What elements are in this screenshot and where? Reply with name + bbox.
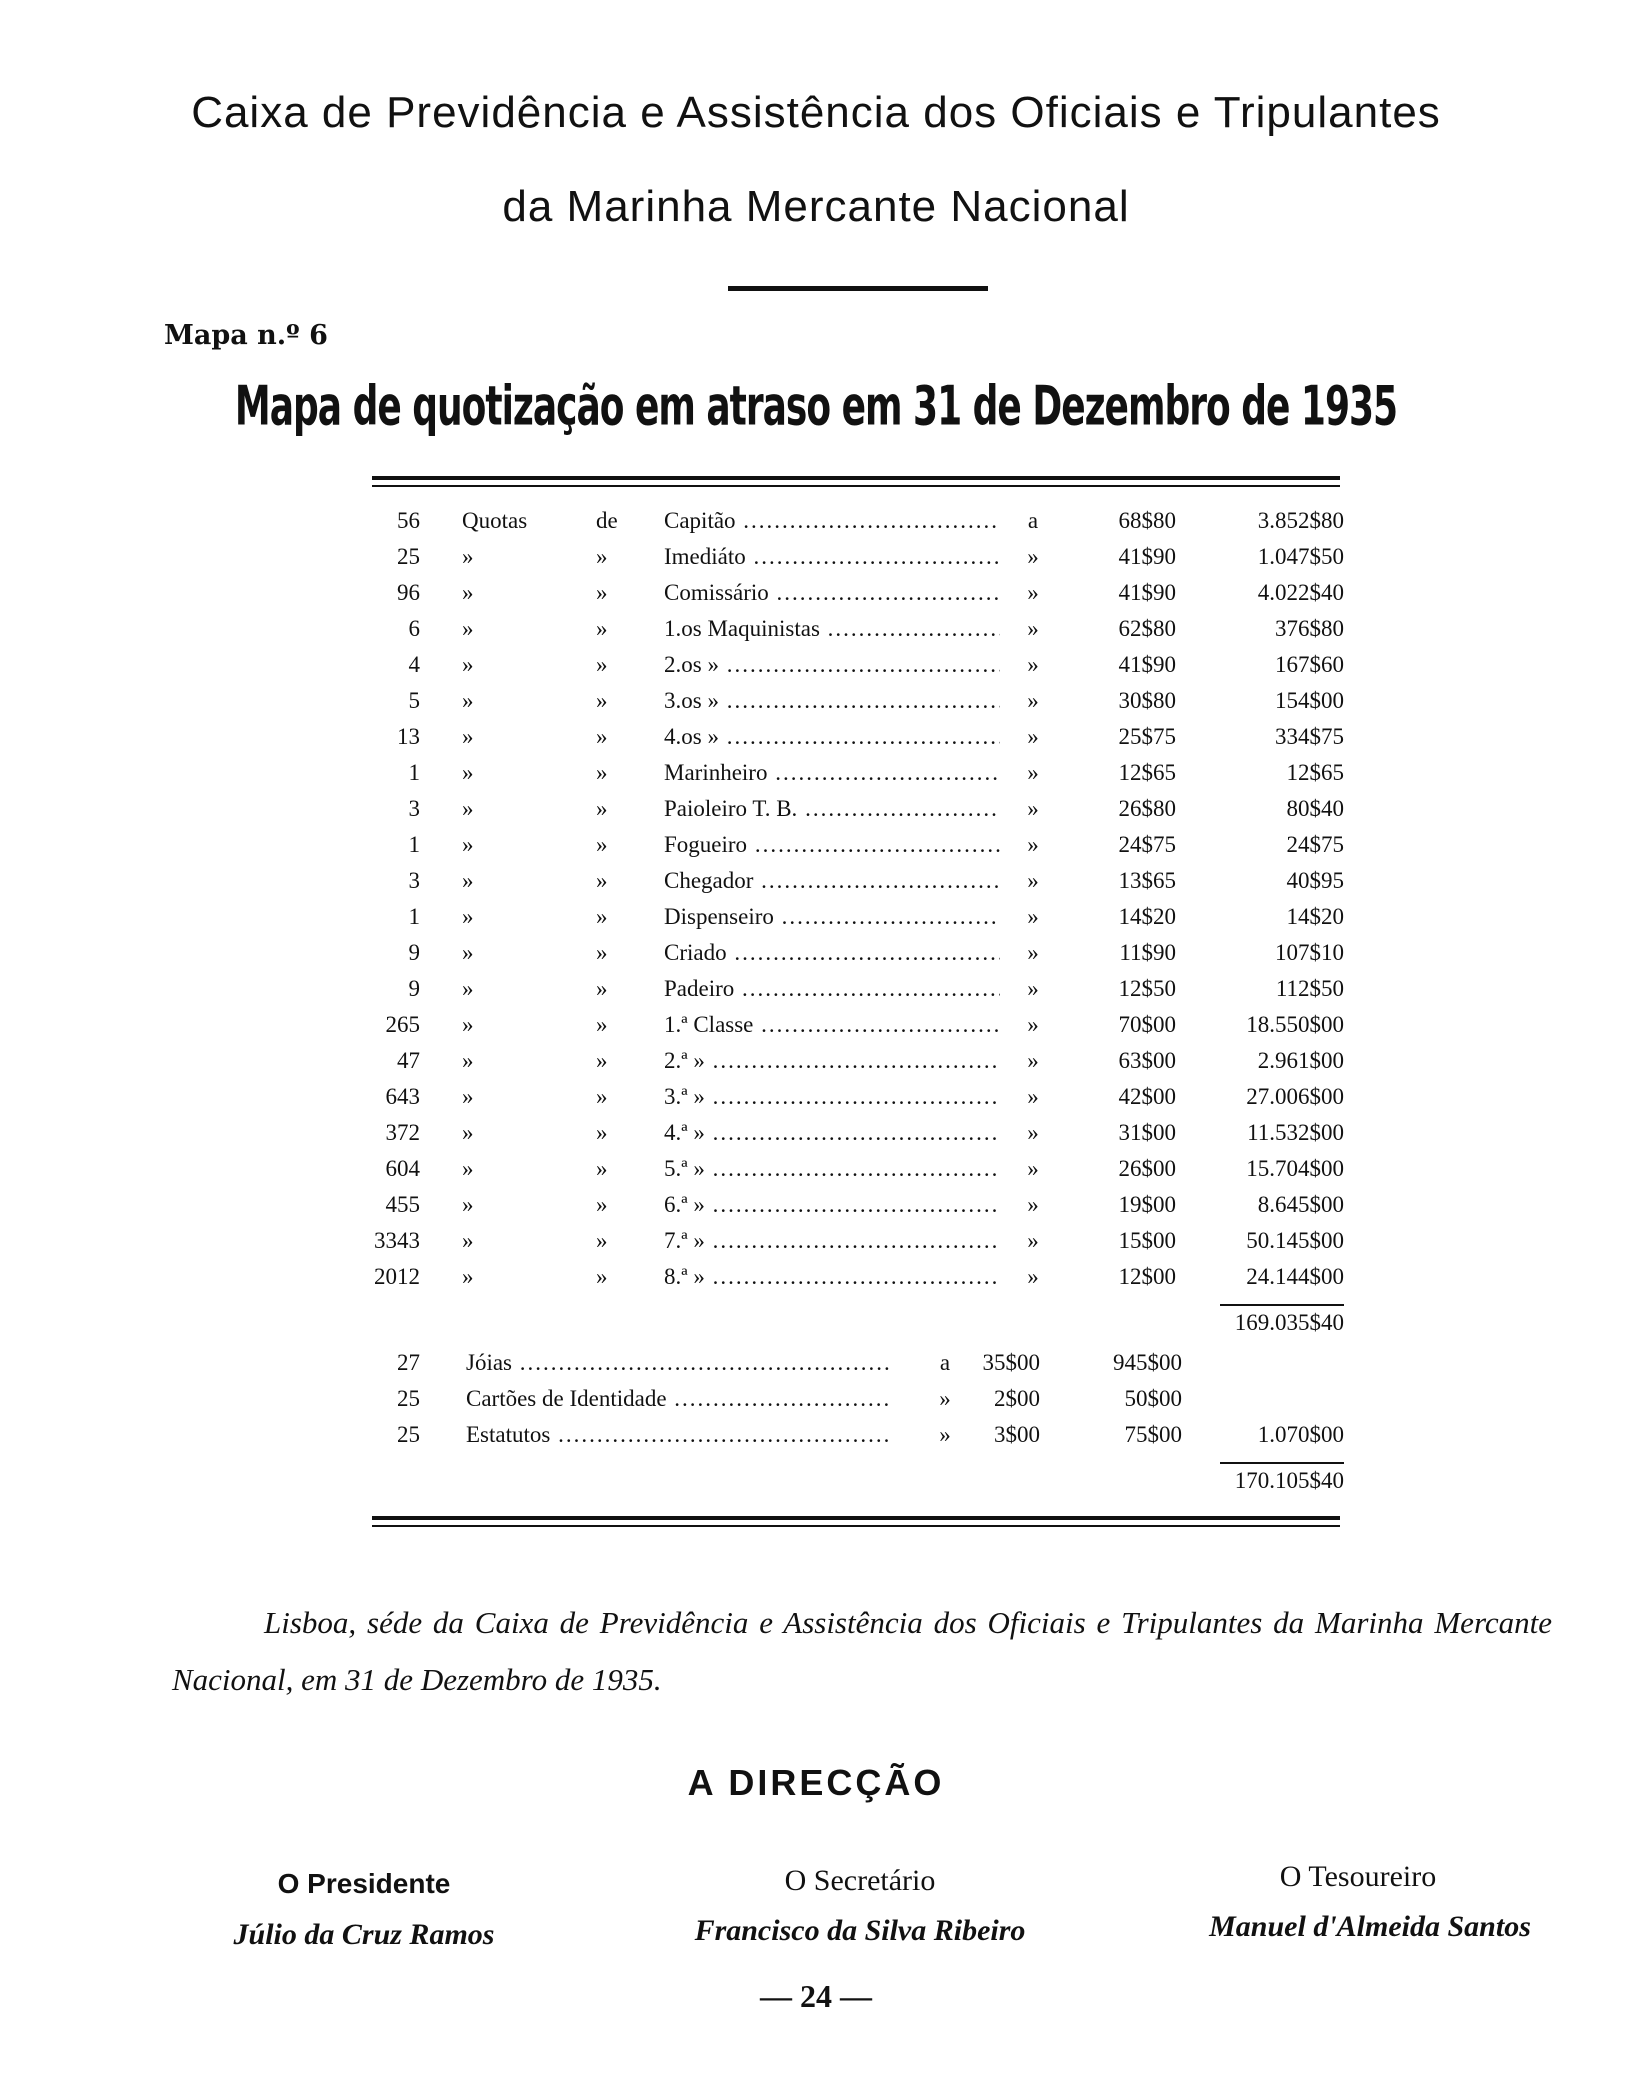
row-rate: 63$00: [1118, 1048, 1176, 1073]
row-rate-prefix: »: [1027, 1156, 1039, 1181]
row-quota-label: »: [462, 544, 474, 569]
row-rate: 24$75: [1118, 832, 1176, 857]
row-de: »: [596, 976, 608, 1001]
row-rate: 42$00: [1118, 1084, 1176, 1109]
row-description: Marinheiro .....: [664, 760, 1000, 786]
row-total: 12$65: [1286, 760, 1344, 785]
row-count: 643: [385, 1084, 420, 1109]
row-de: »: [596, 1084, 608, 1109]
row-quota-label: »: [462, 1084, 474, 1109]
row-total: 107$10: [1275, 940, 1344, 965]
table-row: [0, 868, 1632, 904]
row-de: »: [596, 940, 608, 965]
row-de: »: [596, 580, 608, 605]
row-rate: 12$00: [1118, 1264, 1176, 1289]
table-row: [0, 544, 1632, 580]
fee-description: Jóias .....: [466, 1350, 892, 1376]
row-rate: 41$90: [1118, 652, 1176, 677]
row-rate: 19$00: [1118, 1192, 1176, 1217]
row-quota-label: »: [462, 796, 474, 821]
row-description: 7.ª » .....: [664, 1228, 1000, 1254]
row-rate-prefix: »: [1027, 940, 1039, 965]
row-description: 3.ª » .....: [664, 1084, 1000, 1110]
row-quota-label: »: [462, 868, 474, 893]
grand-total-value: 170.105$40: [1234, 1468, 1344, 1493]
row-rate: 15$00: [1118, 1228, 1176, 1253]
row-de: »: [596, 616, 608, 641]
row-rate: 14$20: [1118, 904, 1176, 929]
row-rate-prefix: »: [1027, 616, 1039, 641]
fee-unit-price: 3$00: [994, 1422, 1040, 1447]
row-de: »: [596, 1120, 608, 1145]
row-description: 6.ª » .....: [664, 1192, 1000, 1218]
row-rate: 70$00: [1118, 1012, 1176, 1037]
fee-row: [0, 1350, 1632, 1386]
table-subtitle: Mapa de quotização em atraso em 31 de Dezembro de 1935: [234, 376, 1398, 439]
row-count: 47: [397, 1048, 420, 1073]
row-rate-prefix: »: [1027, 1192, 1039, 1217]
row-rate-prefix: a: [1027, 508, 1039, 533]
row-total: 167$60: [1275, 652, 1344, 677]
row-de: »: [596, 652, 608, 677]
signatory-name-president: Júlio da Cruz Ramos: [233, 1918, 495, 1951]
row-de: »: [596, 1048, 608, 1073]
row-count: 4: [408, 652, 420, 677]
row-description: 5.ª » .....: [664, 1156, 1000, 1182]
closing-paragraph: Lisboa, séde da Caixa de Previdência e Assistência dos Oficiais e Tripulantes da Marinha Mercante Nacional, em 31 de Dezembro de 1935.: [172, 1605, 1552, 1697]
row-count: 13: [397, 724, 420, 749]
row-description: 4.ª » .....: [664, 1120, 1000, 1146]
row-total: 3.852$80: [1257, 508, 1344, 533]
row-de: »: [596, 796, 608, 821]
table-row: [0, 688, 1632, 724]
page-number: — 24 —: [760, 1978, 872, 2014]
fee-amount: 50$00: [1124, 1386, 1182, 1411]
row-de: »: [596, 688, 608, 713]
fee-row: [0, 1422, 1632, 1458]
map-number: Mapa n.º 6: [164, 320, 328, 351]
row-rate-prefix: »: [1027, 652, 1039, 677]
row-quota-label: Quotas: [462, 508, 528, 533]
row-rate-prefix: »: [1027, 544, 1039, 569]
row-count: 2012: [374, 1264, 420, 1289]
row-quota-label: »: [462, 760, 474, 785]
row-total: 11.532$00: [1247, 1120, 1344, 1145]
document-title-line1: Caixa de Previdência e Assistência dos Oficiais e Tripulantes: [191, 88, 1441, 137]
table-row: [0, 904, 1632, 940]
fee-total: 1.070$00: [1257, 1422, 1344, 1447]
direction-heading: A DIRECÇÃO: [687, 1762, 945, 1803]
fee-unit-price: 2$00: [994, 1386, 1040, 1411]
row-rate-prefix: »: [1027, 688, 1039, 713]
table-row: [0, 1120, 1632, 1156]
table-row: [0, 1012, 1632, 1048]
fee-count: 25: [397, 1422, 420, 1447]
row-quota-label: »: [462, 832, 474, 857]
row-quota-label: »: [462, 1048, 474, 1073]
row-count: 3343: [374, 1228, 420, 1253]
row-total: 154$00: [1275, 688, 1344, 713]
signatory-role-president: O Presidente: [277, 1868, 451, 1899]
row-description: Imediáto .....: [664, 544, 1000, 570]
row-total: 24$75: [1286, 832, 1344, 857]
row-count: 1: [408, 904, 420, 929]
table-row: [0, 1264, 1632, 1300]
row-count: 25: [397, 544, 420, 569]
row-rate-prefix: »: [1027, 1048, 1039, 1073]
row-rate-prefix: »: [1027, 1084, 1039, 1109]
row-description: Dispenseiro .....: [664, 904, 1000, 930]
row-de: »: [596, 832, 608, 857]
row-total: 27.006$00: [1246, 1084, 1344, 1109]
row-quota-label: »: [462, 1012, 474, 1037]
title-underline: [728, 286, 988, 291]
row-rate: 25$75: [1118, 724, 1176, 749]
row-count: 96: [397, 580, 420, 605]
row-total: 112$50: [1275, 976, 1344, 1001]
row-rate: 62$80: [1118, 616, 1176, 641]
row-de: »: [596, 868, 608, 893]
row-de: »: [596, 904, 608, 929]
row-rate: 31$00: [1118, 1120, 1176, 1145]
row-count: 5: [408, 688, 420, 713]
row-rate: 12$65: [1118, 760, 1176, 785]
table-row: [0, 1228, 1632, 1264]
row-rate: 11$90: [1119, 940, 1176, 965]
row-count: 3: [408, 796, 420, 821]
row-description: 2.os » .....: [664, 652, 1000, 678]
row-description: Padeiro .....: [664, 976, 1000, 1002]
row-rate: 12$50: [1118, 976, 1176, 1001]
table-row: [0, 1156, 1632, 1192]
row-count: 9: [408, 940, 420, 965]
row-rate-prefix: »: [1027, 1264, 1039, 1289]
table-row: [0, 940, 1632, 976]
row-description: 3.os » .....: [664, 688, 1000, 714]
row-rate-prefix: »: [1027, 976, 1039, 1001]
row-count: 3: [408, 868, 420, 893]
fee-description: Estatutos .....: [466, 1422, 892, 1448]
row-rate-prefix: »: [1027, 580, 1039, 605]
fee-rate-prefix: a: [939, 1350, 951, 1375]
row-rate: 68$80: [1118, 508, 1176, 533]
table-row: [0, 724, 1632, 760]
row-total: 50.145$00: [1246, 1228, 1344, 1253]
subtotal-value: 169.035$40: [1234, 1310, 1344, 1335]
table-bottom-rule: [372, 1516, 1340, 1527]
row-quota-label: »: [462, 940, 474, 965]
signatory-name-treasurer: Manuel d'Almeida Santos: [1209, 1910, 1531, 1943]
fee-rate-prefix: »: [939, 1422, 951, 1447]
row-total: 18.550$00: [1246, 1012, 1344, 1037]
row-rate-prefix: »: [1027, 868, 1039, 893]
row-description: 1.ª Classe .....: [664, 1012, 1000, 1038]
row-description: 2.ª » .....: [664, 1048, 1000, 1074]
row-rate-prefix: »: [1027, 760, 1039, 785]
row-rate: 41$90: [1118, 544, 1176, 569]
fee-row: [0, 1386, 1632, 1422]
grand-total-rule: [1220, 1462, 1344, 1464]
row-quota-label: »: [462, 1120, 474, 1145]
row-rate: 26$80: [1118, 796, 1176, 821]
fee-count: 25: [397, 1386, 420, 1411]
row-rate: 30$80: [1118, 688, 1176, 713]
table-row: [0, 976, 1632, 1012]
row-total: 334$75: [1275, 724, 1344, 749]
row-description: 1.os Maquinistas .....: [664, 616, 1000, 642]
row-count: 372: [385, 1120, 420, 1145]
row-count: 604: [385, 1156, 420, 1181]
row-quota-label: »: [462, 580, 474, 605]
row-rate-prefix: »: [1027, 1120, 1039, 1145]
row-de: »: [596, 724, 608, 749]
row-description: Criado .....: [664, 940, 1000, 966]
row-quota-label: »: [462, 688, 474, 713]
row-description: Chegador .....: [664, 868, 1000, 894]
row-quota-label: »: [462, 904, 474, 929]
row-description: 8.ª » .....: [664, 1264, 1000, 1290]
signatory-role-secretary: O Secretário: [784, 1864, 936, 1897]
row-total: 2.961$00: [1257, 1048, 1344, 1073]
table-row: [0, 652, 1632, 688]
row-description: Capitão .....: [664, 508, 1000, 534]
row-rate-prefix: »: [1027, 832, 1039, 857]
row-de: »: [596, 760, 608, 785]
signatory-name-secretary: Francisco da Silva Ribeiro: [694, 1914, 1026, 1947]
row-rate-prefix: »: [1027, 1228, 1039, 1253]
row-total: 376$80: [1275, 616, 1344, 641]
row-quota-label: »: [462, 976, 474, 1001]
table-row: [0, 616, 1632, 652]
row-count: 1: [408, 760, 420, 785]
row-de: »: [596, 1156, 608, 1181]
row-de: »: [596, 1228, 608, 1253]
table-top-rule: [372, 476, 1340, 487]
fee-amount: 75$00: [1124, 1422, 1182, 1447]
row-count: 265: [385, 1012, 420, 1037]
row-count: 9: [408, 976, 420, 1001]
row-count: 56: [397, 508, 420, 533]
row-quota-label: »: [462, 724, 474, 749]
table-row: [0, 832, 1632, 868]
subtotal-rule: [1220, 1304, 1344, 1306]
signatory-role-treasurer: O Tesoureiro: [1279, 1860, 1437, 1893]
row-total: 14$20: [1286, 904, 1344, 929]
row-description: 4.os » .....: [664, 724, 1000, 750]
row-de: de: [596, 508, 618, 533]
row-total: 80$40: [1286, 796, 1344, 821]
row-count: 6: [408, 616, 420, 641]
row-total: 8.645$00: [1257, 1192, 1344, 1217]
row-quota-label: »: [462, 1156, 474, 1181]
row-de: »: [596, 1012, 608, 1037]
row-total: 15.704$00: [1246, 1156, 1344, 1181]
table-row: [0, 1048, 1632, 1084]
fee-unit-price: 35$00: [982, 1350, 1040, 1375]
table-row: [0, 760, 1632, 796]
row-quota-label: »: [462, 1192, 474, 1217]
row-count: 1: [408, 832, 420, 857]
table-row: [0, 1192, 1632, 1228]
table-row: [0, 1084, 1632, 1120]
row-count: 455: [385, 1192, 420, 1217]
row-description: Comissário .....: [664, 580, 1000, 606]
table-row: [0, 796, 1632, 832]
row-total: 1.047$50: [1257, 544, 1344, 569]
row-total: 4.022$40: [1257, 580, 1344, 605]
row-de: »: [596, 1192, 608, 1217]
fee-description: Cartões de Identidade .....: [466, 1386, 892, 1412]
row-quota-label: »: [462, 1264, 474, 1289]
fee-count: 27: [397, 1350, 420, 1375]
row-de: »: [596, 544, 608, 569]
row-rate-prefix: »: [1027, 724, 1039, 749]
row-quota-label: »: [462, 652, 474, 677]
fee-rate-prefix: »: [939, 1386, 951, 1411]
row-quota-label: »: [462, 1228, 474, 1253]
row-description: Fogueiro .....: [664, 832, 1000, 858]
row-rate-prefix: »: [1027, 796, 1039, 821]
row-de: »: [596, 1264, 608, 1289]
row-quota-label: »: [462, 616, 474, 641]
table-row: [0, 508, 1632, 544]
table-row: [0, 580, 1632, 616]
row-description: Paioleiro T. B. .....: [664, 796, 1000, 822]
row-rate: 26$00: [1118, 1156, 1176, 1181]
row-rate: 13$65: [1118, 868, 1176, 893]
row-rate-prefix: »: [1027, 1012, 1039, 1037]
row-rate-prefix: »: [1027, 904, 1039, 929]
document-title-line2: da Marinha Mercante Nacional: [502, 182, 1130, 231]
fee-amount: 945$00: [1113, 1350, 1182, 1375]
row-total: 40$95: [1286, 868, 1344, 893]
row-rate: 41$90: [1118, 580, 1176, 605]
row-total: 24.144$00: [1246, 1264, 1344, 1289]
